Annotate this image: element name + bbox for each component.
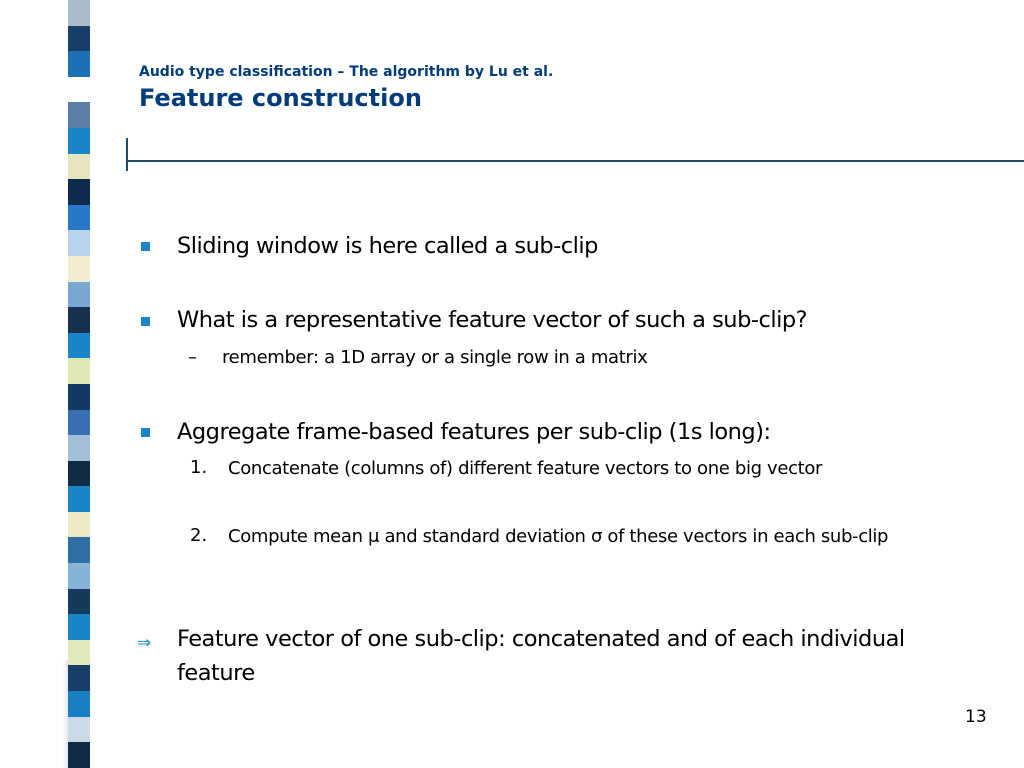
stripe-segment	[68, 410, 90, 436]
stripe-segment	[68, 307, 90, 333]
stripe-segment	[68, 230, 90, 256]
stripe-segment	[68, 26, 90, 52]
stripe-segment	[68, 333, 90, 359]
slide-title: Feature construction	[139, 84, 422, 112]
bullet-text: Sliding window is here called a sub-clip	[177, 233, 598, 259]
stripe-segment	[68, 205, 90, 231]
title-divider-vertical	[126, 138, 128, 171]
stripe-segment	[68, 384, 90, 410]
stripe-segment	[68, 486, 90, 512]
bullet-text: Aggregate frame-based features per sub-clip (1s long):	[177, 419, 771, 445]
stripe-segment	[68, 282, 90, 308]
page-number: 13	[965, 707, 987, 727]
stripe-segment	[68, 154, 90, 180]
stripe-segment	[68, 77, 90, 103]
stripe-segment	[68, 435, 90, 461]
slide-subtitle: Audio type classification – The algorithm by Lu et al.	[139, 64, 554, 80]
square-bullet-icon	[141, 317, 150, 326]
stripe-segment	[68, 51, 90, 77]
decorative-color-stripe	[68, 0, 90, 768]
stripe-segment	[68, 512, 90, 538]
stripe-segment	[68, 0, 90, 26]
stripe-segment	[68, 640, 90, 666]
title-divider-horizontal	[128, 160, 1024, 162]
list-number: 2.	[190, 525, 208, 546]
stripe-segment	[68, 742, 90, 768]
dash-bullet-icon: –	[188, 347, 197, 368]
stripe-segment	[68, 691, 90, 717]
stripe-segment	[68, 614, 90, 640]
numbered-item-text: Compute mean μ and standard deviation σ of these vectors in each sub-clip	[228, 526, 889, 547]
list-number: 1.	[190, 457, 208, 478]
stripe-segment	[68, 717, 90, 743]
stripe-segment	[68, 461, 90, 487]
stripe-segment	[68, 179, 90, 205]
stripe-segment	[68, 537, 90, 563]
numbered-item-text: Concatenate (columns of) different feature vectors to one big vector	[228, 458, 823, 479]
stripe-shadow	[62, 660, 68, 768]
stripe-segment	[68, 128, 90, 154]
implies-arrow-icon: ⇒	[137, 633, 152, 653]
bullet-text: What is a representative feature vector of such a sub-clip?	[177, 307, 808, 333]
sub-bullet-text: remember: a 1D array or a single row in a matrix	[222, 347, 648, 368]
stripe-segment	[68, 589, 90, 615]
square-bullet-icon	[141, 428, 150, 437]
conclusion-text: Feature vector of one sub-clip: concatenated and of each individual feature	[177, 626, 905, 686]
stripe-segment	[68, 665, 90, 691]
square-bullet-icon	[141, 242, 150, 251]
stripe-segment	[68, 358, 90, 384]
stripe-segment	[68, 102, 90, 128]
stripe-segment	[68, 563, 90, 589]
stripe-segment	[68, 256, 90, 282]
